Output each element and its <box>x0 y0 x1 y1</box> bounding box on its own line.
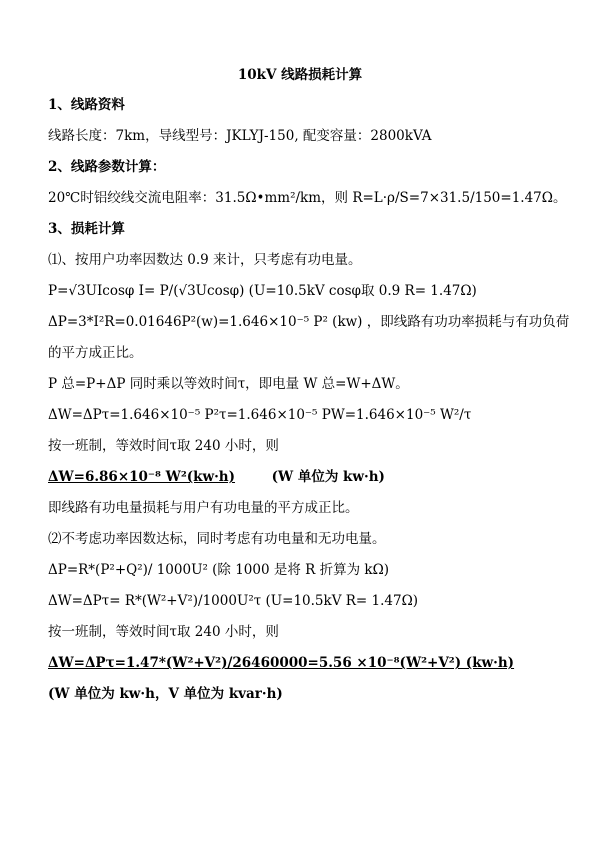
case-1-intro: ⑴、按用户功率因数达 0.9 来计，只考虑有功电量。 <box>48 252 362 268</box>
section-2-text: 20℃时铝绞线交流电阻率：31.5Ω•mm²/km，则 R=L·ρ/S=7×31.5/150=1.47Ω。 <box>48 190 567 206</box>
case-2-note: (W 单位为 kw·h，V 单位为 kvar·h) <box>48 686 283 702</box>
case-1-conclusion: 即线路有功电量损耗与用户有功电量的平方成正比。 <box>48 500 359 516</box>
case-1-formula-3: P 总=P+ΔP 同时乘以等效时间τ，即电量 W 总=W+ΔW。 <box>48 376 409 392</box>
case-2-formula-2: ΔW=ΔPτ= R*(W²+V²)/1000U²τ (U=10.5kV R= 1.47Ω) <box>48 593 419 609</box>
case-1-result-line <box>48 468 385 486</box>
page-title: 10kV 线路损耗计算 <box>237 67 363 83</box>
section-1-text: 线路长度：7km，导线型号：JKLYJ-150, 配变容量：2800kVA <box>48 128 432 144</box>
case-1-result-note: (W 单位为 kw·h) <box>271 469 385 485</box>
case-2-result: ΔW=ΔPτ=1.47*(W²+V²)/26460000=5.56 ×10⁻⁸(W²+V²) (kw·h) <box>48 655 515 671</box>
case-1-formula-2-cont: 的平方成正比。 <box>48 345 143 361</box>
case-1-result: ΔW=6.86×10⁻⁸ W²(kw·h) <box>48 469 236 485</box>
case-1-formula-1: P=√3UIcosφ I= P/(√3Ucosφ) (U=10.5kV cosφ取 0.9 R= 1.47Ω) <box>48 283 477 299</box>
case-2-formula-3: 按一班制，等效时间τ取 240 小时，则 <box>48 624 279 640</box>
case-1-formula-2: ΔP=3*I²R=0.01646P²(w)=1.646×10⁻⁵ P² (kw) ，即线路有功功率损耗与有功负荷 <box>48 314 570 330</box>
section-1-heading: 1、线路资料 <box>48 97 125 113</box>
case-1-formula-5: 按一班制，等效时间τ取 240 小时，则 <box>48 438 279 454</box>
case-1-formula-4: ΔW=ΔPτ=1.646×10⁻⁵ P²τ=1.646×10⁻⁵ PW=1.646×10⁻⁵ W²/τ <box>48 407 472 423</box>
section-3-heading: 3、损耗计算 <box>48 221 125 237</box>
case-2-intro: ⑵不考虑功率因数达标，同时考虑有功电量和无功电量。 <box>48 531 386 547</box>
case-2-formula-1: ΔP=R*(P²+Q²)/ 1000U² (除 1000 是将 R 折算为 kΩ) <box>48 562 390 578</box>
section-2-heading: 2、线路参数计算： <box>48 159 166 175</box>
